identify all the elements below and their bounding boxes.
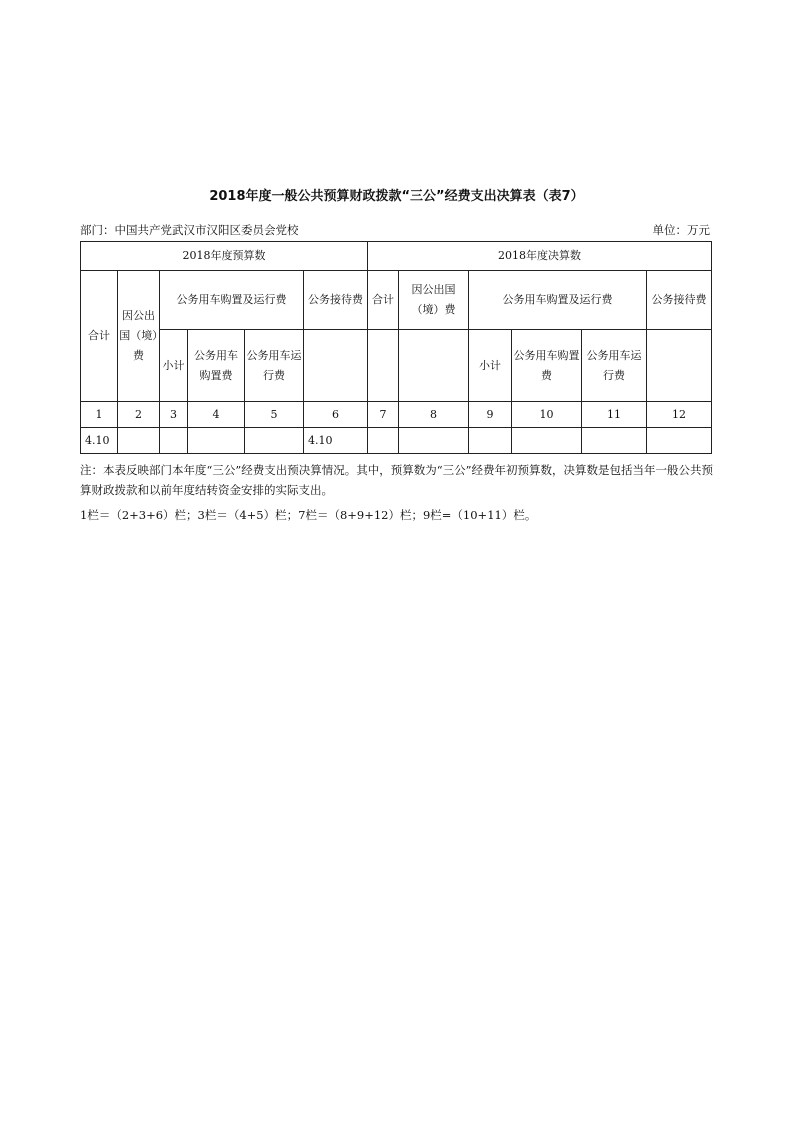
value-row [81, 428, 712, 454]
budget-vehicle-header: 公务用车购置及运行费 [160, 271, 304, 330]
value-cell [399, 428, 469, 454]
value-cell [160, 428, 188, 454]
final-vehicle-header: 公务用车购置及运行费 [469, 271, 647, 330]
unit-label: 单位：万元 [652, 223, 710, 237]
budget-overseas-header: 因公出国（境）费 [118, 271, 160, 402]
budget-reception-header: 公务接待费 [304, 271, 368, 330]
final-header: 2018年度决算数 [368, 242, 712, 271]
budget-vehicle-purchase-header: 公务用车购置费 [188, 330, 245, 402]
col-number: 7 [368, 402, 399, 428]
column-number-row [81, 402, 712, 428]
budget-header: 2018年度预算数 [81, 242, 368, 271]
page-title: 2018年度一般公共预算财政拨款“三公”经费支出决算表（表7） [209, 189, 584, 204]
value-cell: 4.10 [304, 428, 368, 454]
col-number: 10 [512, 402, 582, 428]
final-reception-header: 公务接待费 [647, 271, 712, 330]
value-cell [188, 428, 245, 454]
final-overseas-header: 因公出国（境）费 [399, 271, 469, 330]
value-cell [582, 428, 647, 454]
col-number: 5 [245, 402, 304, 428]
empty-cell [647, 330, 712, 402]
empty-cell [304, 330, 368, 402]
table-note: 注：本表反映部门本年度“三公”经费支出预决算情况。其中，预算数为“三公”经费年初预算数，决算数是包括当年一般公共预算财政拨款和以前年度结转资金安排的实际支出。 [80, 463, 714, 497]
value-cell [512, 428, 582, 454]
col-number: 12 [647, 402, 712, 428]
col-number: 2 [118, 402, 160, 428]
department-label: 部门：中国共产党武汉市汉阳区委员会党校 [80, 223, 299, 237]
column-formula: 1栏＝（2+3+6）栏；3栏＝（4+5）栏；7栏＝（8+9+12）栏；9栏=（10+11）栏。 [80, 508, 537, 522]
budget-total-header: 合计 [81, 271, 118, 402]
value-cell [469, 428, 512, 454]
value-cell [118, 428, 160, 454]
col-number: 9 [469, 402, 512, 428]
final-subtotal-header: 小计 [469, 330, 512, 402]
value-cell [245, 428, 304, 454]
three-public-expense-table [80, 241, 712, 454]
col-number: 8 [399, 402, 469, 428]
col-number: 3 [160, 402, 188, 428]
budget-vehicle-operation-header: 公务用车运行费 [245, 330, 304, 402]
value-cell [368, 428, 399, 454]
col-number: 4 [188, 402, 245, 428]
budget-subtotal-header: 小计 [160, 330, 188, 402]
col-number: 11 [582, 402, 647, 428]
value-cell: 4.10 [81, 428, 118, 454]
empty-cell [368, 330, 399, 402]
col-number: 6 [304, 402, 368, 428]
value-cell [647, 428, 712, 454]
empty-cell [399, 330, 469, 402]
final-vehicle-purchase-header: 公务用车购置费 [512, 330, 582, 402]
final-total-header: 合计 [368, 271, 399, 330]
final-vehicle-operation-header: 公务用车运行费 [582, 330, 647, 402]
col-number: 1 [81, 402, 118, 428]
